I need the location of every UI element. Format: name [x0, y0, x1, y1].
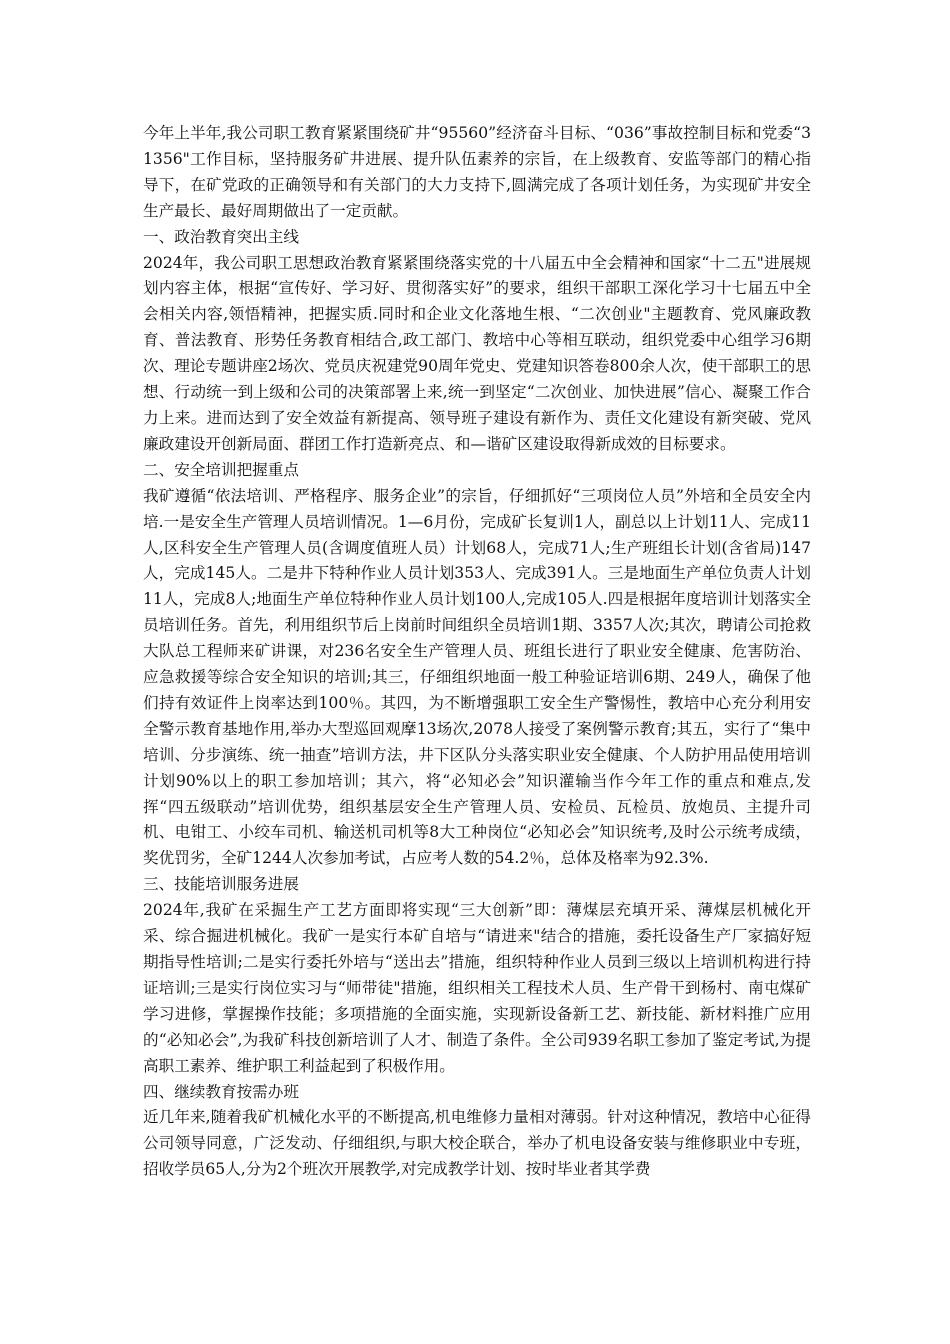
- section-body-safety-training: 我矿遵循“依法培训、严格程序、服务企业”的宗旨，仔细抓好“三项岗位人员”外培和全员安全内培.一是安全生产管理人员培训情况。1—6月份，完成矿长复训1人，副总以上计划11人、完成11人,区科安全生产管理人员(含调度值班人员）计划68人，完成71人;生产班组长计划(含省局)147人，完成145人。二是井下特种作业人员计划353人、完成391人。三是地面生产单位负责人计划11人，完成8人;地面生产单位特种作业人员计划100人,完成105人.四是根据年度培训计划落实全员培训任务。首先，利用组织节后上岗前时间组织全员培训1期、3357人次;其次，聘请公司抢救大队总工程师来矿讲课，对236名安全生产管理人员、班组长进行了职业安全健康、危害防治、应急救援等综合安全知识的培训;其三，仔细组织地面一般工种验证培训6期、249人，确保了他们持有效证件上岗率达到100％。其四，为不断增强职工安全生产警惕性，教培中心充分利用安全警示教育基地作用,举办大型巡回观摩13场次,2078人接受了案例警示教育;其五，实行了“集中培训、分步演练、统一抽查”培训方法，井下区队分头落实职业安全健康、个人防护用品使用培训计划90%以上的职工参加培训；其六，将“必知必会”知识灌输当作今年工作的重点和难点,发挥“四五级联动”培训优势，组织基层安全生产管理人员、安检员、瓦检员、放炮员、主提升司机、电钳工、小绞车司机、输送机司机等8大工种岗位“必知必会”知识统考,及时公示统考成绩，奖优罚劣，全矿1244人次参加考试，占应考人数的54.2％，总体及格率为92.3%.: [143, 486, 811, 868]
- section-heading-continuing-education: 四、继续教育按需办班: [143, 1082, 299, 1101]
- section-heading-safety-training: 二、安全培训把握重点: [143, 460, 299, 479]
- section-body-political-education: 2024年，我公司职工思想政治教育紧紧围绕落实党的十八届五中全会精神和国家“十二五"进展规划内容主体，根据“宣传好、学习好、贯彻落实好”的要求，组织干部职工深化学习十七届五中全会相关内容,领悟精神，把握实质.同时和企业文化落地生根、“二次创业"主题教育、党风廉政教育、普法教育、形势任务教育相结合,政工部门、教培中心等相互联动，组织党委中心组学习6期次、理论专题讲座2场次、党员庆祝建党90周年党史、党建知识答卷800余人次，使干部职工的思想、行动统一到上级和公司的决策部署上来,统一到坚定“二次创业、加快进展”信心、凝聚工作合力上来。进而达到了安全效益有新提高、领导班子建设有新作为、责任文化建设有新突破、党风廉政建设开创新局面、群团工作打造新亮点、和—谐矿区建设取得新成效的目标要求。: [143, 253, 811, 453]
- intro-paragraph: 今年上半年,我公司职工教育紧紧围绕矿井“95560”经济奋斗目标、“036”事故控制目标和党委“31356"工作目标，坚持服务矿井进展、提升队伍素养的宗旨，在上级教育、安监等部门的精心指导下，在矿党政的正确领导和有关部门的大力支持下,圆满完成了各项计划任务，为实现矿井安全生产最长、最好周期做出了一定贡献。: [143, 124, 811, 220]
- section-body-continuing-education: 近几年来,随着我矿机械化水平的不断提高,机电维修力量相对薄弱。针对这种情况，教培中心征得公司领导同意，广泛发动、仔细组织,与职大校企联合，举办了机电设备安装与维修职业中专班，招收学员65人,分为2个班次开展教学,对完成教学计划、按时毕业者其学费: [143, 1108, 811, 1179]
- section-heading-skills-training: 三、技能培训服务进展: [143, 875, 299, 894]
- section-body-skills-training: 2024年,我矿在采掘生产工艺方面即将实现“三大创新”即：薄煤层充填开采、薄煤层机械化开采、综合掘进机械化。我矿一是实行本矿自培与“请进来"结合的措施，委托设备生产厂家搞好短期指导性培训;二是实行委托外培与“送出去”措施，组织特种作业人员到三级以上培训机构进行持证培训;三是实行岗位实习与“师带徒"措施，组织相关工程技术人员、生产骨干到杨村、南屯煤矿学习进修，掌握操作技能；多项措施的全面实施，实现新设备新工艺、新技能、新材料推广应用的“必知必会”,为我矿科技创新培训了人才、制造了条件。全公司939名职工参加了鉴定考试,为提高职工素养、维护职工利益起到了积极作用。: [143, 901, 811, 1075]
- document-page: [143, 121, 811, 1183]
- section-heading-political-education: 一、政治教育突出主线: [143, 227, 299, 246]
